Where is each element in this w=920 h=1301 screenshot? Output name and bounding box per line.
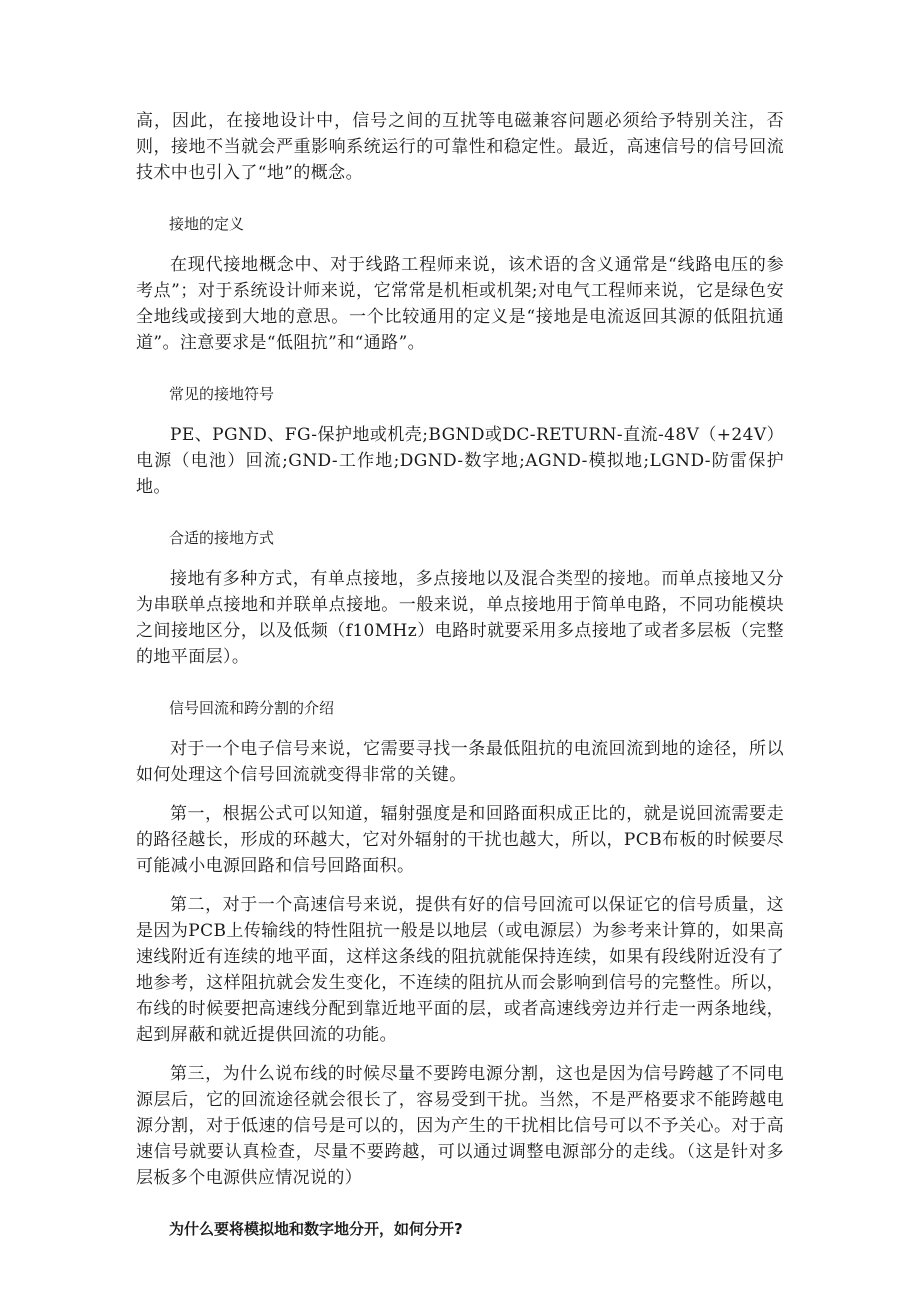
- heading-symbols: 常见的接地符号: [169, 385, 275, 403]
- heading-methods: 合适的接地方式: [169, 529, 275, 547]
- paragraph-second: 第二，对于一个高速信号来说，提供有好的信号回流可以保证它的信号质量，这是因为PCB上传输线的特性阻抗一般是以地层（或电源层）为参考来计算的，如果高速线附近有连续的地平面，这样这条线的阻抗就能保持连续，如果有段线附近没有了地参考，这样阻抗就会发生变化，不连续的阻抗从而会影响到信号的完整性。所以，布线的时候要把高速线分配到靠近地平面的层，或者高速线旁边并行走一两条地线，起到屏蔽和就近提供回流的功能。: [136, 895, 784, 1045]
- paragraph-methods: 接地有多种方式，有单点接地，多点接地以及混合类型的接地。而单点接地又分为串联单点接地和并联单点接地。一般来说，单点接地用于简单电路，不同功能模块之间接地区分，以及低频（f10MHz）电路时就要采用多点接地了或者多层板（完整的地平面层）。: [136, 569, 784, 667]
- paragraph-return-intro: 对于一个电子信号来说，它需要寻找一条最低阻抗的电流回流到地的途径，所以如何处理这个信号回流就变得非常的关键。: [136, 739, 784, 785]
- paragraph-symbols: PE、PGND、FG-保护地或机壳;BGND或DC-RETURN-直流-48V（+24V）电源（电池）回流;GND-工作地;DGND-数字地;AGND-模拟地;LGND-防雷保护地。: [136, 425, 784, 497]
- document-content: [136, 108, 784, 1242]
- paragraph-intro: 高，因此，在接地设计中，信号之间的互扰等电磁兼容问题必须给予特别关注，否则，接地不当就会严重影响系统运行的可靠性和稳定性。最近，高速信号的信号回流技术中也引入了“地”的概念。: [136, 111, 784, 183]
- paragraph-definition: 在现代接地概念中、对于线路工程师来说，该术语的含义通常是“线路电压的参考点”；对于系统设计师来说，它常常是机柜或机架;对电气工程师来说，它是绿色安全地线或接到大地的意思。一个比较通用的定义是“接地是电流返回其源的低阻抗通道”。注意要求是“低阻抗”和“通路”。: [136, 255, 784, 353]
- paragraph-third: 第三，为什么说布线的时候尽量不要跨电源分割，这也是因为信号跨越了不同电源层后，它的回流途径就会很长了，容易受到干扰。当然，不是严格要求不能跨越电源分割，对于低速的信号是可以的，因为产生的干扰相比信号可以不予关心。对于高速信号就要认真检查，尽量不要跨越，可以通过调整电源部分的走线。（这是针对多层板多个电源供应情况说的）: [136, 1064, 784, 1188]
- heading-return: 信号回流和跨分割的介绍: [169, 699, 335, 717]
- heading-separate: 为什么要将模拟地和数字地分开，如何分开?: [169, 1220, 463, 1238]
- paragraph-first: 第一，根据公式可以知道，辐射强度是和回路面积成正比的，就是说回流需要走的路径越长，形成的环越大，它对外辐射的干扰也越大，所以，PCB布板的时候要尽可能减小电源回路和信号回路面积。: [136, 804, 784, 876]
- heading-definition: 接地的定义: [169, 215, 245, 233]
